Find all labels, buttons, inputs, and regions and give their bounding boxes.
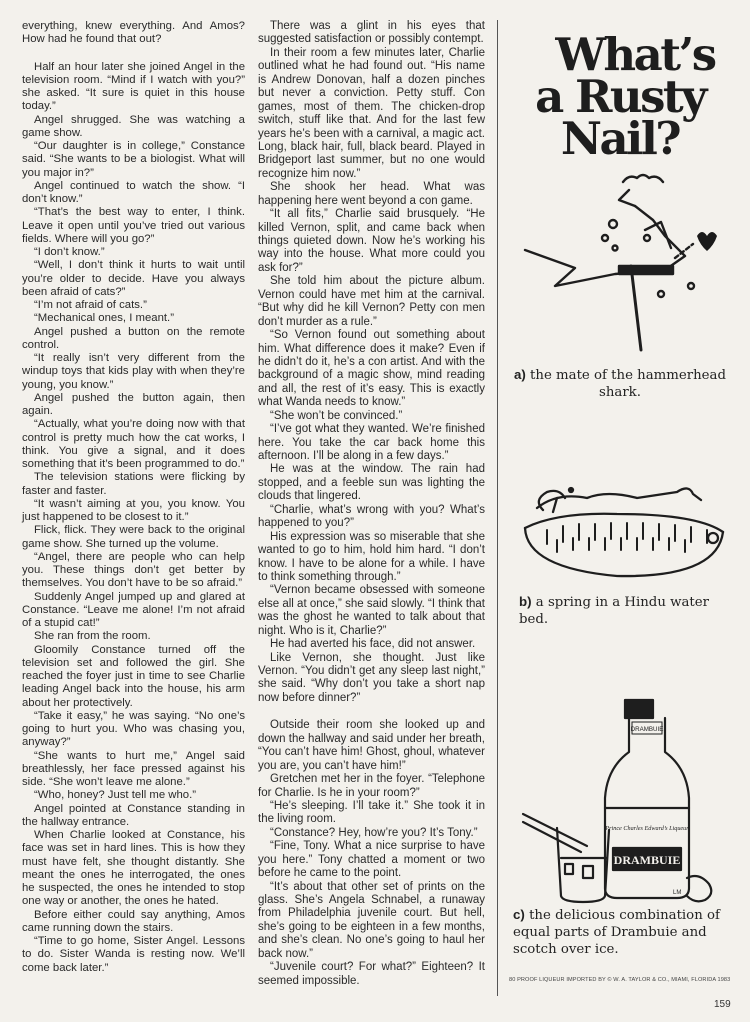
article-paragraph: She told him about the picture album. Vernon could have met him at the carnival. “But why did he kill Vernon? Petty con men don’t murder as a rule.” xyxy=(258,275,485,328)
artist-signature: LM xyxy=(673,890,682,896)
drambuie-bottle-illustration xyxy=(517,698,727,903)
article-paragraph: Half an hour later she joined Angel in the television room. “Mind if I watch with you?” she asked. “It sure is quiet in this house today.” xyxy=(22,60,245,113)
article-paragraph: “Fine, Tony. What a nice surprise to have you here.” Tony chatted a moment or two before he came to the point. xyxy=(258,840,485,880)
article-paragraph: Like Vernon, she thought. Just like Vernon. “You didn’t get any sleep last night,” she said. “Why don’t you take a short nap now before dinner?” xyxy=(258,651,485,704)
article-paragraph: “So Vernon found out something about him. What difference does it make? Even if he didn’t do it, he’s a con artist. And with the background of a magic show, mind reading and all, the rest of it’s easy. This is exactly what Wanda needs to know.” xyxy=(258,329,485,409)
neck-label: DRAMBUIE xyxy=(630,726,664,733)
article-paragraph: He had averted his face, did not answer. xyxy=(270,638,476,651)
option-a-letter: a) xyxy=(513,367,526,382)
article-paragraph: Angel pushed the button again, then again. xyxy=(22,391,245,417)
article-paragraph: There was a glint in his eyes that suggested satisfaction or possibly contempt. xyxy=(258,20,485,46)
article-paragraph: “I’ve got what they wanted. We’re finished here. You take the car back home this afternoon. I’ll be along in a few days.” xyxy=(258,423,485,462)
article-paragraph: “Vernon became obsessed with someone else all at once,” she said slowly. “I think that was the ghost he wanted to talk about that night. Who is it, Charlie?” xyxy=(258,584,485,637)
article-paragraph: “It wasn’t aiming at you, you know. You just happened to be closest to it.” xyxy=(22,497,245,523)
article-column-2 xyxy=(258,20,485,988)
article-paragraph: “Well, I don’t think it hurts to wait until you’re older to decide. Have you always been afraid of cats?” xyxy=(22,259,245,298)
article-paragraph: Outside their room she looked up and down the hallway and said under her breath, “You can’t have him! Ghost, ghoul, whatever you are, you can’t have him!” xyxy=(258,719,485,772)
article-paragraph: “I’m not afraid of cats.” xyxy=(34,299,147,311)
article-paragraph: “Take it easy,” he was saying. “No one’s going to hurt you. Who was chasing you, anyway?” xyxy=(22,709,245,749)
article-paragraph: In their room a few minutes later, Charlie outlined what he had found out. “His name is Andrew Donovan, half a dozen pinches but never a conviction. Petty stuff. Con games, most of them. The chicken-drop switch, stuff like that. And for the last few years he’s been with a carnival, a magic act. Long, black hair, full, black beard. Played in Bridgeport last summer, but no one would recognize him now.” xyxy=(258,46,485,180)
option-a-text: the mate of the hammerhead shark. xyxy=(530,368,726,400)
article-paragraph: The television stations were flicking by faster and faster. xyxy=(22,471,245,497)
article-paragraph: Angel continued to watch the show. “I don’t know.” xyxy=(22,179,245,205)
ad-headline-line-1: What’s xyxy=(555,28,715,81)
article-paragraph: When Charlie looked at Constance, his face was set in hard lines. This is how they must have felt, she thought distantly. She meant the ones he interrogated, the ones he suspected, the ones he intended to stop one way or another, the ones he hated. xyxy=(22,829,245,908)
article-paragraph: Before either could say anything, Amos came running down the stairs. xyxy=(22,908,245,934)
ad-fine-print: 80 PROOF LIQUEUR IMPORTED BY © W. A. TAYLOR & CO., MIAMI, FLORIDA 1983 xyxy=(509,977,731,983)
article-paragraph: “She won’t be convinced.” xyxy=(270,409,403,422)
article-paragraph: Gretchen met her in the foyer. “Telephone for Charlie. Is he in your room?” xyxy=(258,773,485,799)
article-paragraph: “Our daughter is in college,” Constance said. “She wants to be a biologist. What will you major in?” xyxy=(22,140,245,179)
option-c-caption xyxy=(513,906,735,958)
column-divider xyxy=(497,20,498,996)
article-paragraph: “Charlie, what’s wrong with you? What’s happened to you?” xyxy=(258,503,485,530)
option-b-text: a spring in a Hindu water bed. xyxy=(519,595,709,627)
article-paragraph: Gloomily Constance turned off the television set and followed the girl. She reached the foyer just in time to see Charlie leading Angel back into the house, his arm about her protectively. xyxy=(22,643,245,709)
article-paragraph: “It really isn’t very different from the windup toys that kids play with when they’re young, you know.” xyxy=(22,352,245,391)
article-paragraph: “I don’t know.” xyxy=(34,246,105,258)
option-b-letter: b) xyxy=(519,594,532,609)
option-c-text: the delicious combination of equal parts of Drambuie and scotch over ice. xyxy=(513,908,720,957)
drambuie-advertisement xyxy=(505,20,735,1000)
article-paragraph: “That’s the best way to enter, I think. Leave it open until you’ve tried out various fields. Where will you go?” xyxy=(22,206,245,245)
article-paragraph: “Angel, there are people who can help you. These things don’t get better by themselves. You don’t have to be so afraid.” xyxy=(22,550,245,590)
article-paragraph: “It all fits,” Charlie said brusquely. “He killed Vernon, split, and came back when things quieted down. Now he’s working his way into the house. What more could you ask for?” xyxy=(258,208,485,274)
article-paragraph: “Mechanical ones, I meant.” xyxy=(34,312,174,325)
article-paragraph: “Who, honey? Just tell me who.” xyxy=(34,789,197,802)
hindu-water-bed-illustration xyxy=(517,468,727,588)
article-column-1 xyxy=(22,20,245,975)
article-paragraph: “Actually, what you’re doing now with that control is pretty much how the cat works, I think. You give a signal, and it does something that it’s been programmed to do.” xyxy=(22,418,245,470)
article-paragraph: He was at the window. The rain had stopped, and a feeble sun was lighting the clouds that lingered. xyxy=(258,463,485,503)
option-b-caption xyxy=(519,593,719,628)
bottle-arc-text: Prince Charles Edward’s Liqueur xyxy=(605,825,689,832)
option-c-letter: c) xyxy=(513,907,525,922)
article-paragraph: “Time to go home, Sister Angel. Lessons to do. Sister Wanda is resting now. We’ll come back later.” xyxy=(22,935,245,974)
bottle-label: DRAMBUIE xyxy=(613,853,681,867)
ad-headline xyxy=(505,28,735,165)
article-paragraph: everything, knew everything. And Amos? How had he found that out? xyxy=(22,20,245,46)
article-paragraph: Angel pushed a button on the remote control. xyxy=(22,325,245,351)
article-paragraph: “He’s sleeping. I’ll take it.” She took it in the living room. xyxy=(258,799,485,826)
article-paragraph: “She wants to hurt me,” Angel said breathlessly, her face pressed against his side. “She won’t leave me alone.” xyxy=(22,749,245,788)
hammerhead-shark-illustration xyxy=(515,170,725,350)
article-paragraph: She ran from the room. xyxy=(34,630,151,643)
page-number: 159 xyxy=(714,999,731,1010)
article-paragraph: His expression was so miserable that she wanted to go to him, hold him hard. “I don’t know. I have to be alone for a while. I have to think something through.” xyxy=(258,530,485,583)
article-paragraph: “Juvenile court? For what?” Eighteen? It seemed impossible. xyxy=(258,961,485,987)
article-paragraph: “Constance? Hey, how’re you? It’s Tony.” xyxy=(270,826,478,839)
article-paragraph: Angel pointed at Constance standing in the hallway entrance. xyxy=(22,802,245,828)
article-paragraph: “It’s about that other set of prints on the glass. She’s Angela Schnabel, a runaway from Philadelphia juvenile court. But hell, she’s going to be eighteen in a few months, and she’s clean. No one’s going to haul her back now.” xyxy=(258,880,485,960)
article-paragraph: Flick, flick. They were back to the original game show. She turned up the volume. xyxy=(22,524,245,550)
article-paragraph: Suddenly Angel jumped up and glared at Constance. “Leave me alone! I’m not afraid of a stupid cat!” xyxy=(22,590,245,629)
article-paragraph: She shook her head. What was happening here went beyond a con game. xyxy=(258,181,485,207)
article-paragraph: Angel shrugged. She was watching a game show. xyxy=(22,113,245,139)
ad-headline-line-2: a Rusty Nail? xyxy=(535,70,705,165)
option-a-caption xyxy=(505,366,735,401)
